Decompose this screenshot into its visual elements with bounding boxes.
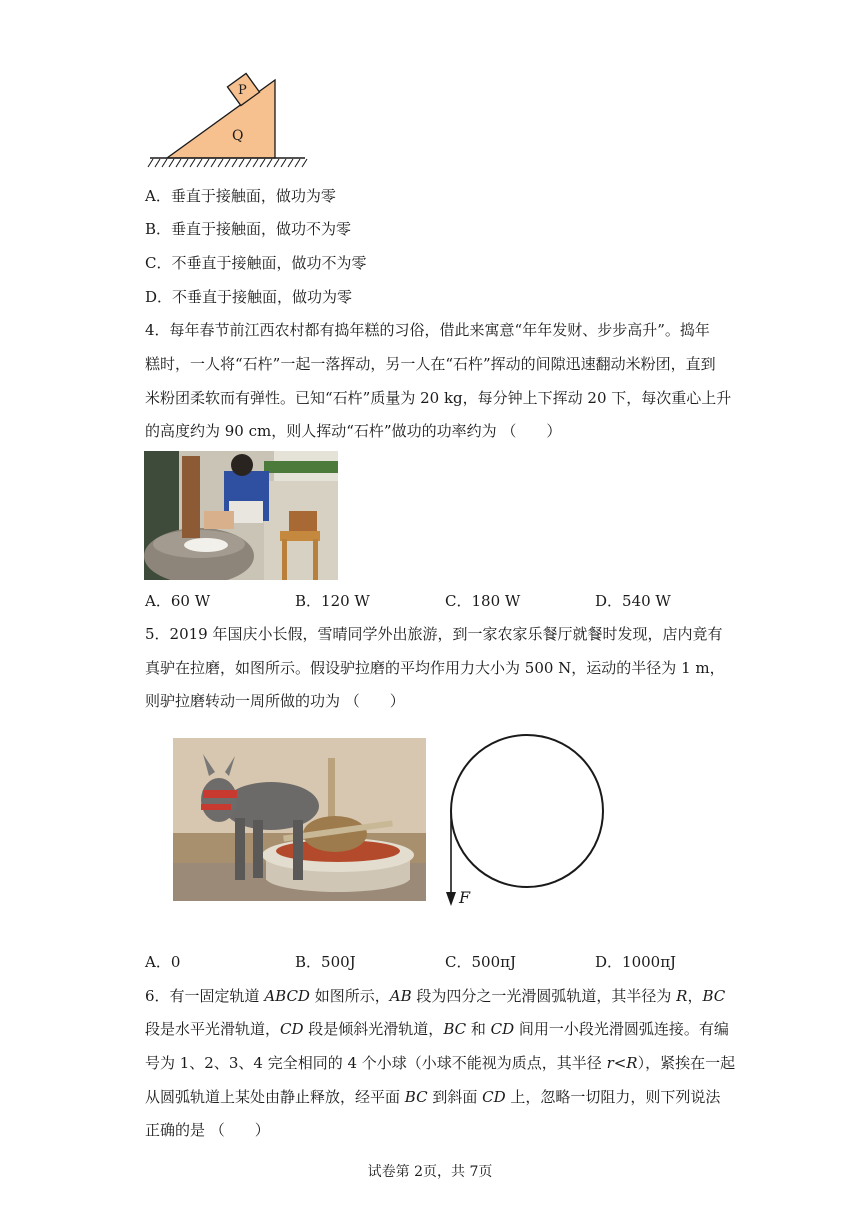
q6-text-line-4: 从圆弧轨道上某处由静止释放，经平面 BC 到斜面 CD 上，忽略一切阻力，则下列说法 <box>145 1088 721 1106</box>
q5-text-line-2: 真驴在拉磨，如图所示。假设驴拉磨的平均作用力大小为 500 N，运动的半径为 1 m， <box>145 659 725 677</box>
q6-text-line-3: 号为 1、2、3、4 完全相同的 4 个小球（小球不能视为质点，其半径 r<R），紧挨在一起 <box>145 1054 736 1072</box>
donkey-millstone-photo <box>173 738 426 901</box>
q6-text-line-5: 正确的是 （ ） <box>145 1121 270 1139</box>
q4-option-a: A．60 W <box>145 592 211 610</box>
q4-option-d: D．540 W <box>595 592 671 610</box>
q6-text-line-2: 段是水平光滑轨道，CD 段是倾斜光滑轨道，BC 和 CD 间用一小段光滑圆弧连接。有编 <box>145 1020 729 1038</box>
q5-option-d: D．1000πJ <box>595 953 677 971</box>
q4-text-line-3: 米粉团柔软而有弹性。已知“石杵”质量为 20 kg，每分钟上下挥动 20 下，每次重心上升 <box>145 389 732 407</box>
q5-option-a: A．0 <box>145 953 181 971</box>
q4-option-b: B．120 W <box>295 592 370 610</box>
q5-text-line-1: 5．2019 年国庆小长假，雪晴同学外出旅游，到一家农家乐餐厅就餐时发现，店内竟有 <box>145 625 723 643</box>
rice-cake-pounding-photo <box>144 451 338 580</box>
label-q: Q <box>232 128 244 144</box>
circle-force-diagram <box>440 730 615 910</box>
q5-option-b: B．500J <box>295 953 356 971</box>
page-footer: 试卷第 2页，共 7页 <box>367 1164 493 1180</box>
q4-text-line-4: 的高度约为 90 cm，则人挥动“石杵”做功的功率约为 （ ） <box>145 422 562 440</box>
q3-option-c: C．不垂直于接触面，做功不为零 <box>145 254 367 272</box>
wedge-figure <box>145 70 315 175</box>
label-p: P <box>238 83 247 98</box>
q5-option-c: C．500πJ <box>445 953 516 971</box>
q4-option-c: C．180 W <box>445 592 521 610</box>
q3-option-a: A．垂直于接触面，做功为零 <box>145 187 336 205</box>
q5-text-line-3: 则驴拉磨转动一周所做的功为 （ ） <box>145 692 405 710</box>
q3-option-b: B．垂直于接触面，做功不为零 <box>145 220 352 238</box>
q4-text-line-2: 糕时，一人将“石杵”一起一落挥动，另一人在“石杵”挥动的间隙迅速翻动米粉团，直到 <box>145 355 716 373</box>
q3-option-d: D．不垂直于接触面，做功为零 <box>145 288 353 306</box>
q4-text-line-1: 4．每年春节前江西农村都有捣年糕的习俗，借此来寓意“年年发财、步步高升”。捣年 <box>145 321 710 339</box>
q6-text-line-1: 6．有一固定轨道 ABCD 如图所示，AB 段为四分之一光滑圆弧轨道，其半径为 R，BC <box>145 987 726 1005</box>
force-label: F <box>459 888 471 907</box>
